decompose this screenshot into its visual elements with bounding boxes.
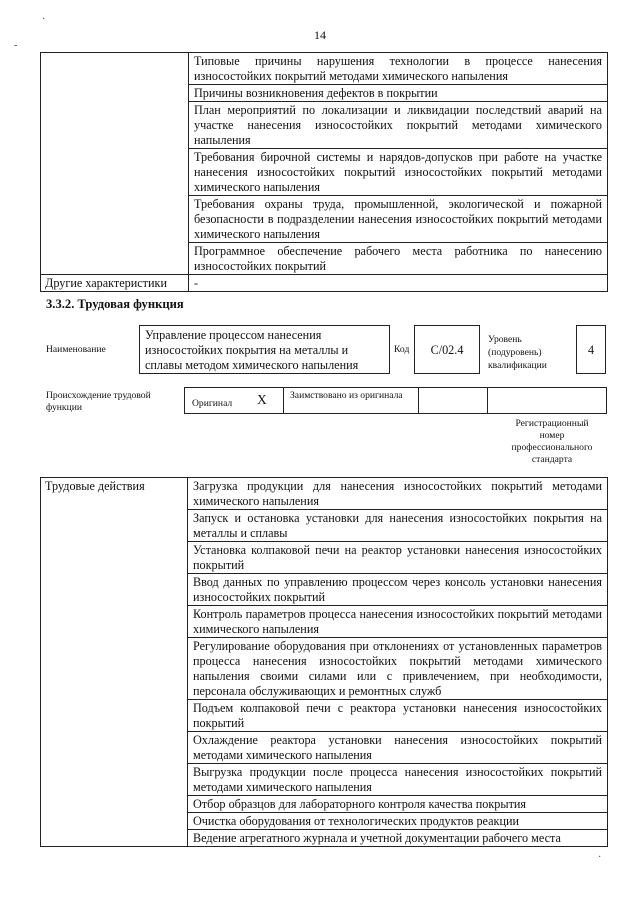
- function-name-box: Управление процессом нанесения износостойких покрытия на металлы и сплавы методом химического напыления: [139, 325, 390, 374]
- labor-actions-table: [40, 477, 608, 847]
- knowledge-item: План мероприятий по локализации и ликвидации последствий аварий на участке нанесения износостойких покрытий методами химического напыления: [189, 102, 608, 149]
- origin-borrowed-cell: [283, 387, 419, 414]
- other-characteristics-value: -: [189, 275, 608, 292]
- labor-action-item: Контроль параметров процесса нанесения износостойких покрытий методами химического напыления: [188, 606, 608, 638]
- knowledge-item: Требования бирочной системы и нарядов-допусков при работе на участке нанесения износостойких покрытий износостойких покрытий методами химического напыления: [189, 149, 608, 196]
- qualification-level-label: Уровень (подуровень) квалификации: [488, 334, 547, 371]
- scan-dot-mark: ·: [598, 852, 602, 863]
- knowledge-item: Типовые причины нарушения технологии в процессе нанесения износостойких покрытий методами химического напыления: [189, 53, 608, 85]
- origin-label: Происхождение трудовой функции: [46, 390, 151, 413]
- knowledge-label-cell: [41, 53, 189, 275]
- labor-action-item: Очистка оборудования от технологических продуктов реакции: [188, 813, 608, 830]
- knowledge-table: [40, 52, 608, 292]
- original-mark: Х: [257, 392, 267, 407]
- qualification-level-box: 4: [576, 325, 606, 374]
- knowledge-item: Причины возникновения дефектов в покрытии: [189, 85, 608, 102]
- reg-number-label: Регистрационный номер профессионального стандарта: [511, 418, 593, 465]
- labor-action-item: Охлаждение реактора установки нанесения износостойких покрытий методами химического напыления: [188, 732, 608, 764]
- labor-action-item: Запуск и остановка установки для нанесения износостойких покрытия на металлы и сплавы: [188, 510, 608, 542]
- labor-action-item: Ввод данных по управлению процессом через консоль установки нанесения износостойких покрытий: [188, 574, 608, 606]
- other-characteristics-label: Другие характеристики: [41, 275, 189, 292]
- section-title: 3.3.2. Трудовая функция: [46, 297, 184, 311]
- labor-action-item: Подъем колпаковой печи с реактора установки нанесения износостойких покрытий: [188, 700, 608, 732]
- labor-action-item: Отбор образцов для лабораторного контроля качества покрытия: [188, 796, 608, 813]
- original-label: Оригинал: [192, 398, 233, 409]
- scan-dash-mark: -: [14, 40, 18, 51]
- page-number: 14: [314, 28, 326, 42]
- labor-action-item: Ведение агрегатного журнала и учетной документации рабочего места: [188, 830, 608, 847]
- labor-action-item: Установка колпаковой печи на реактор установки нанесения износостойких покрытий: [188, 542, 608, 574]
- labor-action-item: Загрузка продукции для нанесения износостойких покрытий методами химического напыления: [188, 478, 608, 510]
- scan-dot-mark: ·: [42, 14, 46, 25]
- function-code-box: С/02.4: [414, 325, 480, 374]
- labor-actions-label: Трудовые действия: [41, 478, 188, 847]
- origin-reg-number-cell: [487, 387, 607, 414]
- borrowed-label: Заимствовано из оригинала: [290, 390, 403, 401]
- labor-action-item: Выгрузка продукции после процесса нанесения износостойких покрытий методами химического напыления: [188, 764, 608, 796]
- origin-original-cell: [184, 387, 284, 414]
- code-label: Код: [394, 344, 410, 355]
- origin-code-cell: [418, 387, 488, 414]
- labor-action-item: Регулирование оборудования при отклонениях от установленных параметров процесса нанесения износостойких покрытий методами химического напыления своими силами или с привлечением, при необходимости, персонала обслуживающих и ремонтных служб: [188, 638, 608, 700]
- knowledge-item: Требования охраны труда, промышленной, экологической и пожарной безопасности в подразделении нанесения износостойких покрытий методами химического напыления: [189, 196, 608, 243]
- name-label: Наименование: [46, 344, 106, 355]
- knowledge-item: Программное обеспечение рабочего места работника по нанесению износостойких покрытий: [189, 243, 608, 275]
